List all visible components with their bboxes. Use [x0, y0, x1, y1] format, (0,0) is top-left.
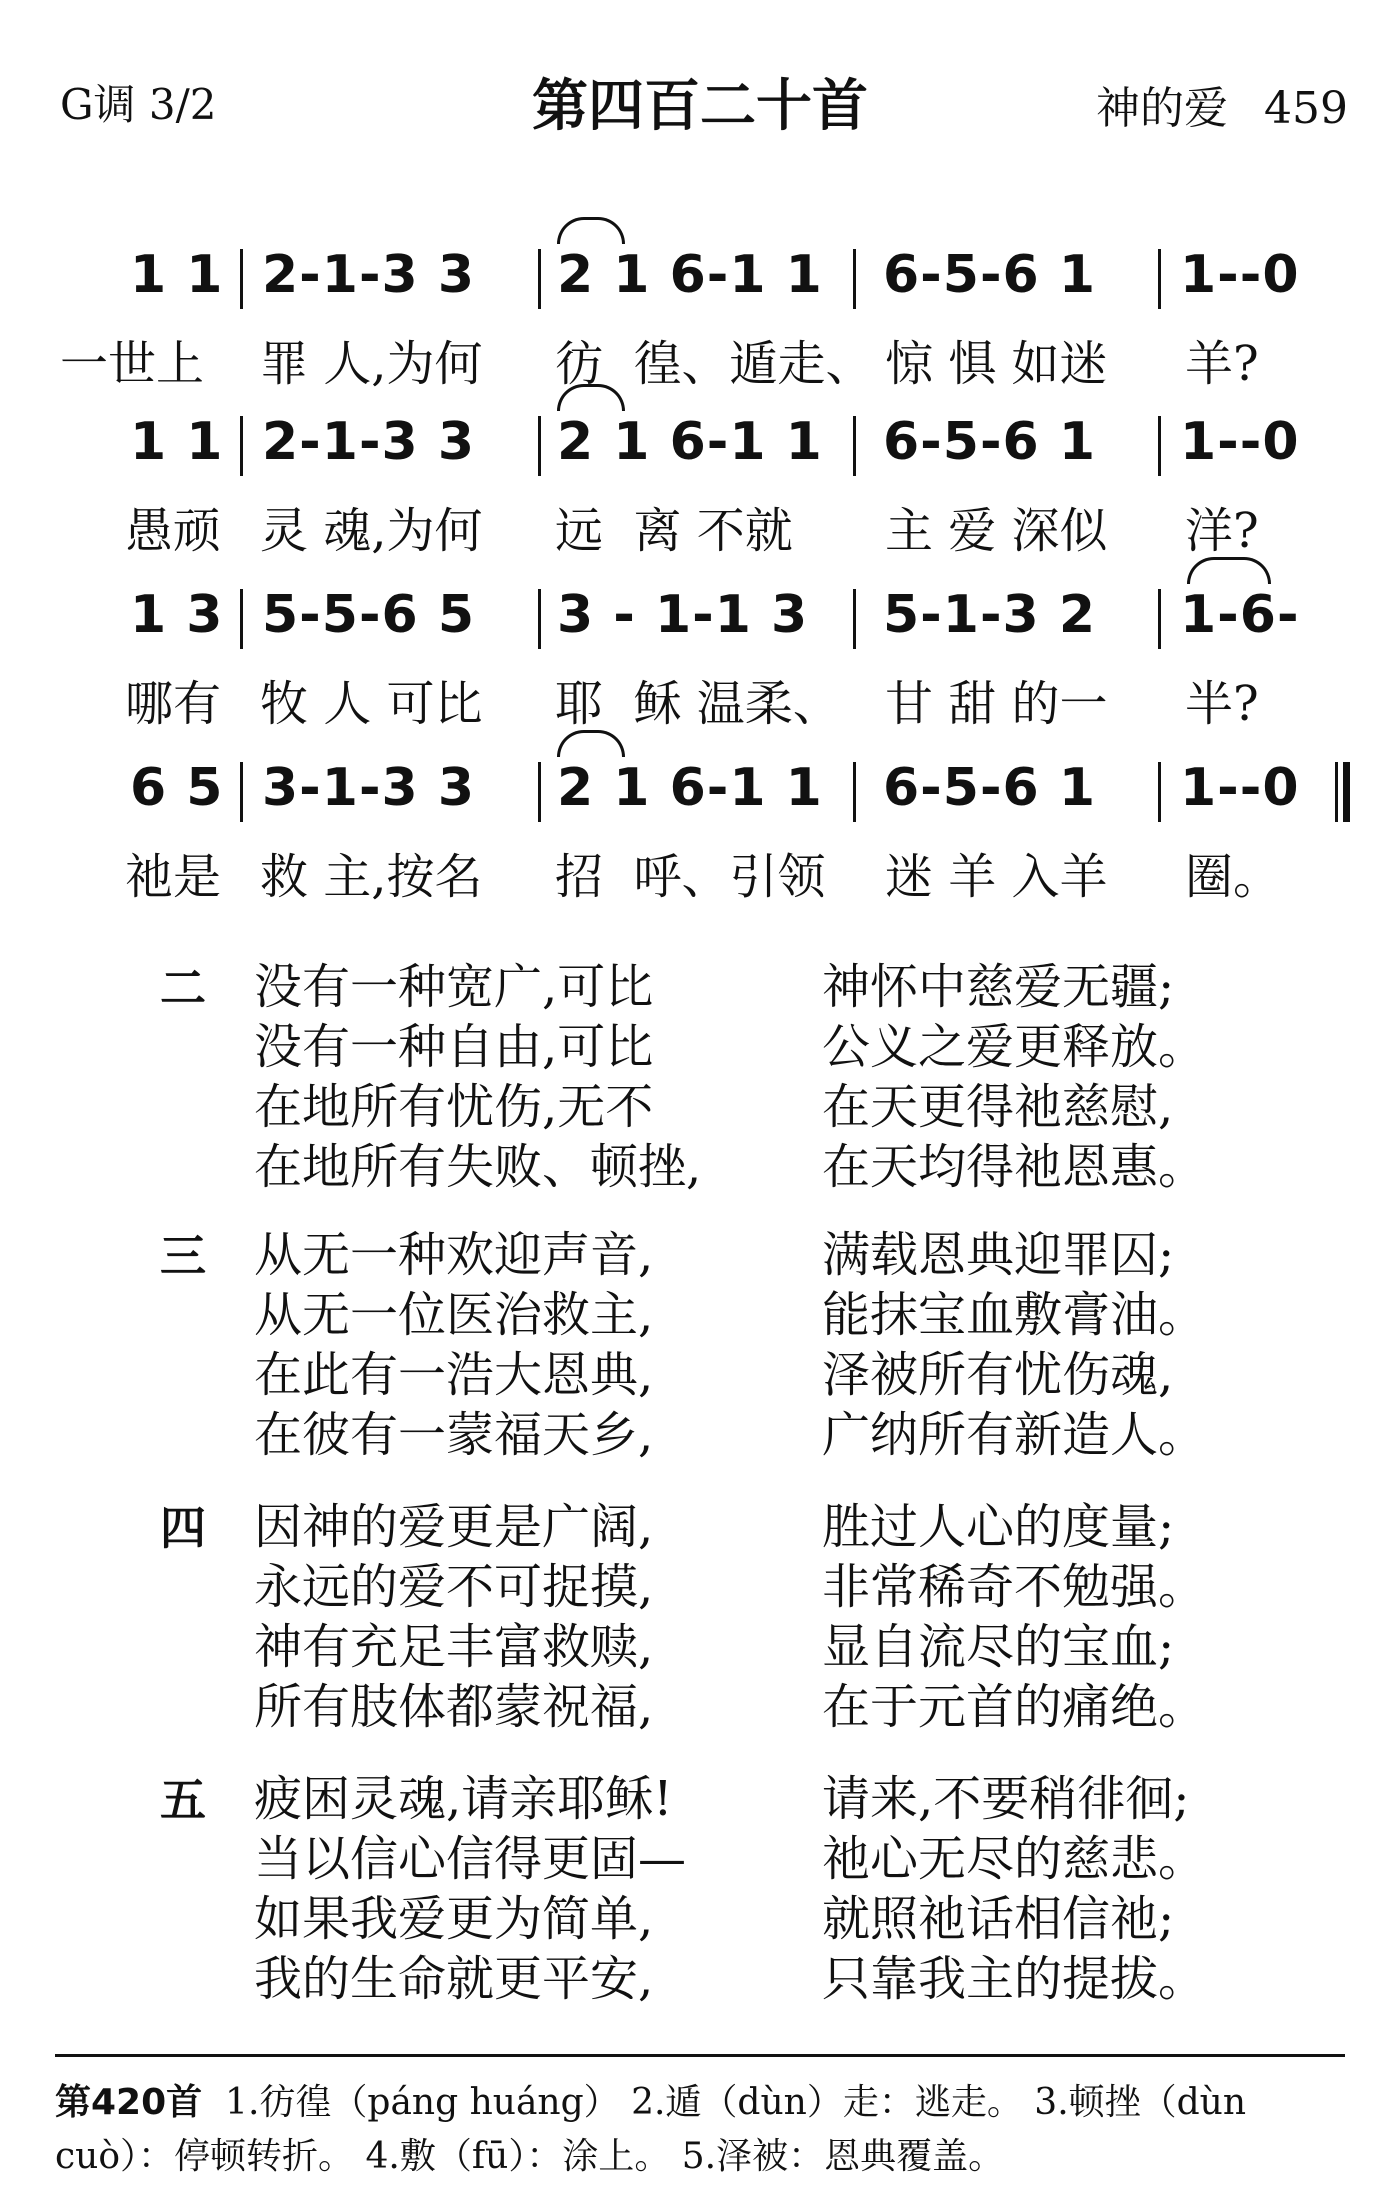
measure: 1 1 — [130, 245, 224, 305]
verse-line-right: 满载恩典迎罪囚; — [822, 1227, 1175, 1283]
section-and-page — [1096, 72, 1348, 136]
lyric-segment: 罪 人,为何 — [260, 336, 483, 392]
lyric-segment: 救 主,按名 — [260, 849, 483, 905]
measure: 3 - 1-1 3 — [557, 585, 809, 645]
verse-number: 二 — [160, 961, 206, 1015]
measure: 2-1-3 3 — [262, 412, 475, 472]
lyric-line-4 — [125, 838, 1365, 905]
lyric-segment: 主 爱 深似 — [885, 503, 1108, 559]
verse-line-right: 只靠我主的提拔。 — [822, 1951, 1207, 2007]
verse-line-left: 我的生命就更平安, — [254, 1951, 654, 2007]
barline — [1158, 249, 1161, 309]
final-barline — [1335, 762, 1338, 822]
measure: 3-1-3 3 — [262, 758, 475, 818]
verse-line-left: 因神的爱更是广阔, — [254, 1499, 654, 1555]
notation-line-4 — [125, 758, 1365, 828]
barline — [853, 762, 856, 822]
lyric-segment: 哪有 — [125, 676, 222, 732]
lyric-segment: 牧 人 可比 — [260, 676, 483, 732]
verse-line-left: 没有一种自由,可比 — [254, 1019, 654, 1075]
verse-line-left: 永远的爱不可捉摸, — [254, 1559, 654, 1615]
lyric-segment: 甘 甜 的一 — [885, 676, 1108, 732]
verse-line-right: 请来,不要稍徘徊; — [822, 1771, 1190, 1827]
page-header — [0, 0, 1400, 160]
verse-number: 三 — [160, 1229, 206, 1283]
verse-line-left: 疲困灵魂,请亲耶稣! — [254, 1771, 673, 1827]
verse-line-right: 泽被所有忧伤魂, — [822, 1347, 1174, 1403]
lyric-line-2 — [125, 492, 1365, 559]
tie-mark — [557, 730, 625, 757]
measure: 2 1 6-1 1 — [557, 412, 823, 472]
verse-line-right: 在天均得祂恩惠。 — [822, 1139, 1207, 1195]
section-name: 神的爱 — [1096, 83, 1229, 134]
barline — [1158, 416, 1161, 476]
barline — [1158, 762, 1161, 822]
lyric-segment: 远 离 不就 — [555, 503, 793, 559]
verse-line-left: 从无一位医治救主, — [254, 1287, 654, 1343]
measure: 1--0 — [1180, 412, 1300, 472]
verse-line-right: 祂心无尽的慈悲。 — [822, 1831, 1207, 1887]
lyric-segment: 愚顽 — [125, 503, 222, 559]
verse-line-left: 在地所有忧伤,无不 — [254, 1079, 654, 1135]
verse-line-right: 能抹宝血敷膏油。 — [822, 1287, 1207, 1343]
verse-line-right: 在于元首的痛绝。 — [822, 1679, 1207, 1735]
lyric-segment: 迷 羊 入羊 — [885, 849, 1108, 905]
measure: 6-5-6 1 — [883, 412, 1096, 472]
barline — [240, 589, 243, 649]
verse-line-right: 在天更得祂慈慰, — [822, 1079, 1174, 1135]
lyric-segment: 一世上 — [60, 336, 205, 392]
lyric-segment: 洋? — [1185, 503, 1259, 559]
tie-mark — [557, 217, 625, 244]
barline — [1158, 589, 1161, 649]
verse-number: 五 — [160, 1773, 206, 1827]
verse-line-left: 在地所有失败、顿挫, — [254, 1139, 702, 1195]
notation-line-3 — [125, 585, 1365, 655]
verse-line-left: 所有肢体都蒙祝福, — [254, 1679, 654, 1735]
verse-line-right: 胜过人心的度量; — [822, 1499, 1175, 1555]
barline — [240, 416, 243, 476]
footnote-line-2: cuò）：停顿转折。 4.敷（fū）：涂上。 5.泽被：恩典覆盖。 — [55, 2136, 1005, 2177]
measure: 2 1 6-1 1 — [557, 758, 823, 818]
verse-line-right: 公义之爱更释放。 — [822, 1019, 1207, 1075]
verse-line-left: 没有一种宽广,可比 — [254, 959, 654, 1015]
verse-line-left: 当以信心信得更固— — [254, 1831, 687, 1887]
measure: 1--0 — [1180, 758, 1300, 818]
verse-line-right: 显自流尽的宝血; — [822, 1619, 1175, 1675]
hymn-title: 第四百二十首 — [532, 74, 868, 139]
page-number: 459 — [1264, 83, 1348, 134]
measure: 1--0 — [1180, 245, 1300, 305]
barline — [538, 762, 541, 822]
measure: 1 1 — [130, 412, 224, 472]
verse-line-left: 如果我爱更为简单, — [254, 1891, 654, 1947]
lyric-line-3 — [125, 665, 1365, 732]
measure: 6 5 — [130, 758, 224, 818]
lyric-segment: 祂是 — [125, 849, 222, 905]
verse-line-left: 在彼有一蒙福天乡, — [254, 1407, 654, 1463]
barline — [853, 416, 856, 476]
footnote-divider — [55, 2054, 1345, 2057]
barline — [853, 589, 856, 649]
footnote-text: 1.彷徨（páng huáng） 2.遁（dùn）走：逃走。 3.顿挫（dùn — [225, 2082, 1247, 2123]
measure: 2 1 6-1 1 — [557, 245, 823, 305]
footnote-label: 第420首 — [55, 2082, 203, 2123]
measure: 5-1-3 2 — [883, 585, 1096, 645]
measure: 6-5-6 1 — [883, 245, 1096, 305]
barline — [538, 249, 541, 309]
measure: 6-5-6 1 — [883, 758, 1096, 818]
notation-line-1 — [125, 245, 1365, 315]
verse-line-left: 神有充足丰富救赎, — [254, 1619, 654, 1675]
measure: 2-1-3 3 — [262, 245, 475, 305]
verse-line-left: 从无一种欢迎声音, — [254, 1227, 654, 1283]
verse-line-right: 神怀中慈爱无疆; — [822, 959, 1175, 1015]
lyric-segment: 彷 徨、遁走、 — [555, 336, 874, 392]
lyric-segment: 招 呼、引领 — [555, 849, 826, 905]
final-barline-thick — [1343, 762, 1350, 822]
lyric-segment: 灵 魂,为何 — [260, 503, 483, 559]
verse-line-right: 广纳所有新造人。 — [822, 1407, 1207, 1463]
verse-number: 四 — [160, 1501, 206, 1555]
barline — [538, 589, 541, 649]
verse-line-right: 非常稀奇不勉强。 — [822, 1559, 1207, 1615]
measure: 1-6- — [1180, 585, 1300, 645]
barline — [240, 762, 243, 822]
barline — [240, 249, 243, 309]
key-signature: G调 3/2 — [60, 80, 217, 129]
measure: 5-5-6 5 — [262, 585, 475, 645]
verse-line-right: 就照祂话相信祂; — [822, 1891, 1175, 1947]
barline — [853, 249, 856, 309]
lyric-segment: 圈。 — [1185, 849, 1282, 905]
lyric-segment: 惊 惧 如迷 — [885, 336, 1108, 392]
verse-line-left: 在此有一浩大恩典, — [254, 1347, 654, 1403]
lyric-segment: 耶 稣 温柔、 — [555, 676, 841, 732]
footnote-line-1 — [55, 2076, 1355, 2130]
footnotes — [55, 2076, 1355, 2184]
measure: 1 3 — [130, 585, 224, 645]
lyric-segment: 半? — [1185, 676, 1259, 732]
barline — [538, 416, 541, 476]
notation-line-2 — [125, 412, 1365, 482]
lyric-segment: 羊? — [1185, 336, 1259, 392]
tie-mark — [1187, 557, 1271, 584]
lyric-line-1 — [60, 325, 1360, 392]
